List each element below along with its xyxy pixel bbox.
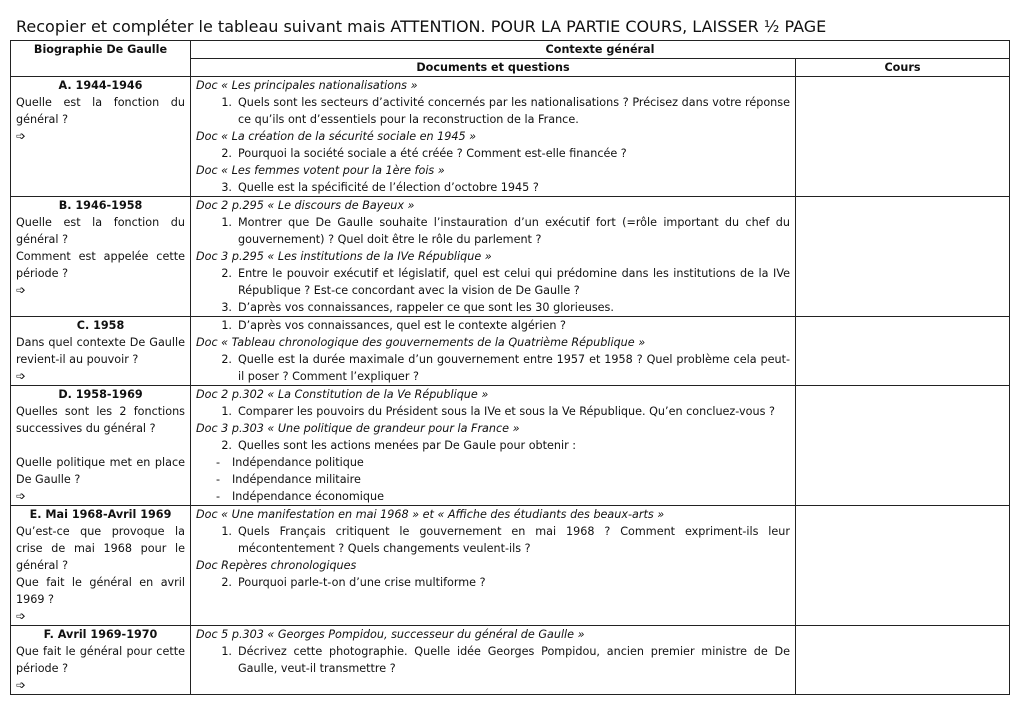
item-number: 2. <box>221 576 232 589</box>
document-reference: Doc « La création de la sécurité sociale en 1945 » <box>196 130 477 143</box>
bio-cell <box>11 626 191 695</box>
bio-cell <box>11 386 191 506</box>
item-text: Quels Français critiquent le gouvernement en mai 1968 ? Comment expriment-ils leur mécontentement ? Quels changements veulent-ils ? <box>238 525 790 555</box>
document-reference: Doc 2 p.302 « La Constitution de la Ve République » <box>196 388 489 401</box>
section-row <box>11 626 1010 695</box>
question-item <box>196 265 790 299</box>
section-heading: B. 1946-1958 <box>58 199 143 212</box>
item-text: Pourquoi la société sociale a été créée ? Comment est-elle financée ? <box>238 147 627 160</box>
bio-question: Que fait le général en avril 1969 ? <box>16 576 185 606</box>
item-number: 2. <box>221 353 232 366</box>
documents-cell <box>191 197 796 317</box>
item-number: 2. <box>221 147 232 160</box>
question-item <box>196 299 790 316</box>
documents-cell <box>191 77 796 197</box>
answer-arrow-icon: ➩ <box>16 678 27 692</box>
header-cours: Cours <box>796 59 1010 77</box>
question-item <box>196 214 790 248</box>
item-number: - <box>216 490 221 503</box>
bio-question: Comment est appelée cette période ? <box>16 250 185 280</box>
item-number: 1. <box>221 645 232 658</box>
answer-arrow-icon: ➩ <box>16 283 27 297</box>
question-item <box>196 403 790 420</box>
header-docs: Documents et questions <box>191 59 796 77</box>
document-reference: Doc « Une manifestation en mai 1968 » et « Affiche des étudiants des beaux-arts » <box>196 508 665 521</box>
section-row <box>11 317 1010 386</box>
item-text: Montrer que De Gaulle souhaite l’instauration d’un exécutif fort (=rôle important du chef du gouvernement) ? Quel doit être le rôle du parlement ? <box>238 216 790 246</box>
section-heading: F. Avril 1969-1970 <box>43 628 158 641</box>
question-item <box>196 145 790 162</box>
document-reference: Doc 2 p.295 « Le discours de Bayeux » <box>196 199 415 212</box>
document-reference: Doc Repères chronologiques <box>196 559 357 572</box>
cours-cell <box>796 317 1010 386</box>
section-heading: E. Mai 1968-Avril 1969 <box>29 508 172 521</box>
section-row <box>11 77 1010 197</box>
documents-cell <box>191 317 796 386</box>
cours-cell <box>796 386 1010 506</box>
bio-question: Que fait le général pour cette période ? <box>16 645 185 675</box>
item-text: Quelle est la spécificité de l’élection d’octobre 1945 ? <box>238 181 539 194</box>
item-text: Pourquoi parle-t-on d’une crise multiforme ? <box>238 576 486 589</box>
bullet-item <box>196 454 790 471</box>
item-text: Entre le pouvoir exécutif et législatif, quel est celui qui prédomine dans les institutions de la IVe République ? Est-ce concordant avec la vision de De Gaulle ? <box>238 267 790 297</box>
page-title: Recopier et compléter le tableau suivant mais ATTENTION. POUR LA PARTIE COURS, LAISSER ½ PAGE <box>16 17 827 36</box>
item-text: Indépendance militaire <box>232 473 361 486</box>
bio-cell <box>11 77 191 197</box>
item-number: 2. <box>221 439 232 452</box>
item-number: 1. <box>221 319 232 332</box>
document-reference: Doc 3 p.295 « Les institutions de la IVe République » <box>196 250 492 263</box>
worksheet-table <box>10 40 1010 695</box>
document-reference: Doc « Les femmes votent pour la 1ère fois » <box>196 164 445 177</box>
item-text: Comparer les pouvoirs du Président sous la IVe et sous la Ve République. Qu’en concluez-vous ? <box>238 405 775 418</box>
document-reference: Doc « Les principales nationalisations » <box>196 79 418 92</box>
cours-cell <box>796 626 1010 695</box>
bio-question: Quelle politique met en place De Gaulle ? <box>16 456 185 486</box>
question-item <box>196 351 790 385</box>
item-text: Indépendance économique <box>232 490 384 503</box>
documents-cell <box>191 386 796 506</box>
question-item <box>196 643 790 677</box>
question-item <box>196 94 790 128</box>
item-text: Quels sont les secteurs d’activité concernés par les nationalisations ? Précisez dans votre réponse ce qu’ils ont d’essentiels pour la reconstruction de la France. <box>238 96 790 126</box>
answer-arrow-icon: ➩ <box>16 609 27 623</box>
answer-arrow-icon: ➩ <box>16 489 27 503</box>
documents-cell <box>191 506 796 626</box>
item-text: Indépendance politique <box>232 456 364 469</box>
item-text: Quelles sont les actions menées par De Gaule pour obtenir : <box>238 439 577 452</box>
item-number: 1. <box>221 405 232 418</box>
bio-question: Quelles sont les 2 fonctions successives du général ? <box>16 405 185 435</box>
item-text: D’après vos connaissances, rappeler ce que sont les 30 glorieuses. <box>238 301 614 314</box>
section-heading: D. 1958-1969 <box>58 388 143 401</box>
cours-cell <box>796 197 1010 317</box>
question-item <box>196 317 790 334</box>
header-row-1 <box>11 41 1010 59</box>
documents-cell <box>191 626 796 695</box>
answer-arrow-icon: ➩ <box>16 369 27 383</box>
item-text: D’après vos connaissances, quel est le contexte algérien ? <box>238 319 566 332</box>
question-item <box>196 437 790 454</box>
bio-question: Quelle est la fonction du général ? <box>16 96 185 126</box>
bio-cell <box>11 197 191 317</box>
bio-question: Dans quel contexte De Gaulle revient-il au pouvoir ? <box>16 336 185 366</box>
cours-cell <box>796 77 1010 197</box>
item-number: 3. <box>221 301 232 314</box>
item-number: 1. <box>221 216 232 229</box>
item-number: - <box>216 473 221 486</box>
bio-question <box>16 437 185 454</box>
cours-cell <box>796 506 1010 626</box>
header-bio: Biographie De Gaulle <box>11 41 191 77</box>
answer-arrow-icon: ➩ <box>16 129 27 143</box>
bullet-item <box>196 488 790 505</box>
item-number: 2. <box>221 267 232 280</box>
bullet-item <box>196 471 790 488</box>
bio-cell <box>11 317 191 386</box>
section-heading: A. 1944-1946 <box>58 79 143 92</box>
section-row <box>11 386 1010 506</box>
question-item <box>196 179 790 196</box>
item-number: - <box>216 456 221 469</box>
item-number: 1. <box>221 96 232 109</box>
item-number: 1. <box>221 525 232 538</box>
document-reference: Doc 3 p.303 « Une politique de grandeur pour la France » <box>196 422 520 435</box>
section-heading: C. 1958 <box>76 319 125 332</box>
item-text: Décrivez cette photographie. Quelle idée Georges Pompidou, ancien premier ministre de De Gaulle, veut-il transmettre ? <box>238 645 790 675</box>
bio-question: Quelle est la fonction du général ? <box>16 216 185 246</box>
question-item <box>196 523 790 557</box>
bio-question: Qu’est-ce que provoque la crise de mai 1968 pour le général ? <box>16 525 185 572</box>
document-reference: Doc 5 p.303 « Georges Pompidou, successeur du général de Gaulle » <box>196 628 585 641</box>
item-text: Quelle est la durée maximale d’un gouvernement entre 1957 et 1958 ? Quel problème cela peut-il poser ? Comment l’expliquer ? <box>238 353 790 383</box>
section-row <box>11 506 1010 626</box>
header-context: Contexte général <box>191 41 1010 59</box>
bio-cell <box>11 506 191 626</box>
question-item <box>196 574 790 591</box>
section-row <box>11 197 1010 317</box>
item-number: 3. <box>221 181 232 194</box>
document-reference: Doc « Tableau chronologique des gouvernements de la Quatrième République » <box>196 336 646 349</box>
